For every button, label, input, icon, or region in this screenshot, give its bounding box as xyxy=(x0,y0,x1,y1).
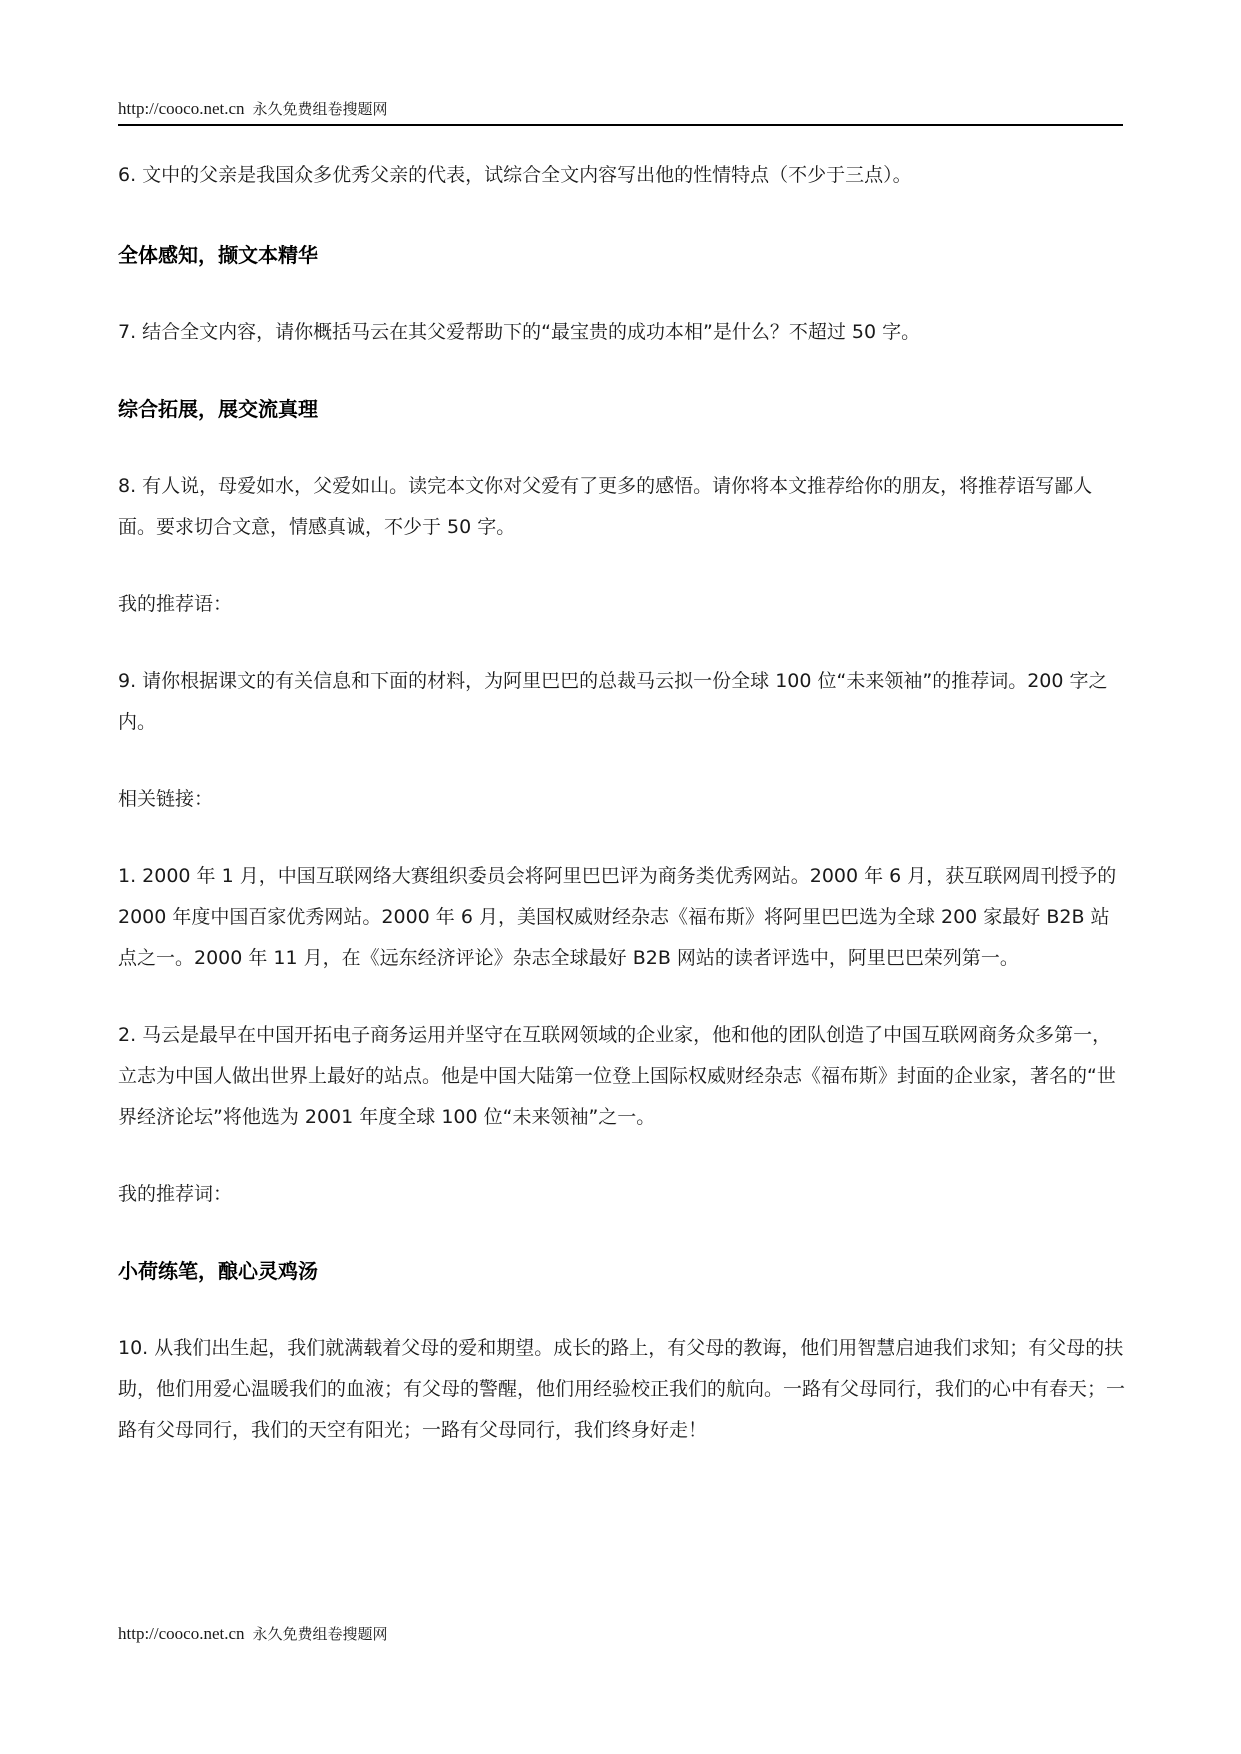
related-links-label: 相关链接： xyxy=(118,788,214,810)
my-recommendation-words-label: 我的推荐词： xyxy=(118,1183,233,1205)
document-body xyxy=(118,155,1128,1487)
footer-site-name: 永久免费组卷搜题网 xyxy=(252,1625,388,1643)
question-8: 8. 有人说，母爱如水，父爱如山。读完本文你对父爱有了更多的感悟。请你将本文推荐给你的朋友，将推荐语写鄙人面。要求切合文意，情感真诚，不少于 50 字。 xyxy=(118,475,1093,538)
question-9: 9. 请你根据课文的有关信息和下面的材料，为阿里巴巴的总裁马云拟一份全球 100 位“未来领袖”的推荐词。200 字之内。 xyxy=(118,670,1108,733)
question-10: 10. 从我们出生起，我们就满载着父母的爱和期望。成长的路上，有父母的教诲，他们用智慧启迪我们求知；有父母的扶助，他们用爱心温暖我们的血液；有父母的警醒，他们用经验校正我们的航向。一路有父母同行，我们的心中有春天；一路有父母同行，我们的天空有阳光；一路有父母同行，我们终身好走！ xyxy=(118,1337,1126,1441)
page-header xyxy=(118,98,1123,126)
header-url: http://cooco.net.cn xyxy=(118,99,245,118)
footer-url: http://cooco.net.cn xyxy=(118,1624,245,1643)
section-heading-3: 小荷练笔，酿心灵鸡汤 xyxy=(118,1259,318,1283)
my-recommendation-label: 我的推荐语： xyxy=(118,593,233,615)
section-heading-1: 全体感知，撷文本精华 xyxy=(118,243,318,267)
page-footer xyxy=(118,1623,388,1645)
question-6: 6. 文中的父亲是我国众多优秀父亲的代表，试综合全文内容写出他的性情特点（不少于三点）。 xyxy=(118,164,912,186)
section-heading-2: 综合拓展，展交流真理 xyxy=(118,397,318,421)
question-7: 7. 结合全文内容，请你概括马云在其父爱帮助下的“最宝贵的成功本相”是什么？不超过 50 字。 xyxy=(118,321,921,343)
related-link-2: 2. 马云是最早在中国开拓电子商务运用并坚守在互联网领域的企业家，他和他的团队创造了中国互联网商务众多第一，立志为中国人做出世界上最好的站点。他是中国大陆第一位登上国际权威财经杂志《福布斯》封面的企业家，著名的“世界经济论坛”将他选为 2001 年度全球 100 位“未来领袖”之一。 xyxy=(118,1024,1116,1128)
header-site-name: 永久免费组卷搜题网 xyxy=(252,100,388,118)
related-link-1: 1. 2000 年 1 月，中国互联网络大赛组织委员会将阿里巴巴评为商务类优秀网站。2000 年 6 月，获互联网周刊授予的 2000 年度中国百家优秀网站。2000 年 6 月，美国权威财经杂志《福布斯》将阿里巴巴选为全球 200 家最好 B2B 站点之一。2000 年 11 月，在《远东经济评论》杂志全球最好 B2B 网站的读者评选中，阿里巴巴荣列第一。 xyxy=(118,865,1117,969)
